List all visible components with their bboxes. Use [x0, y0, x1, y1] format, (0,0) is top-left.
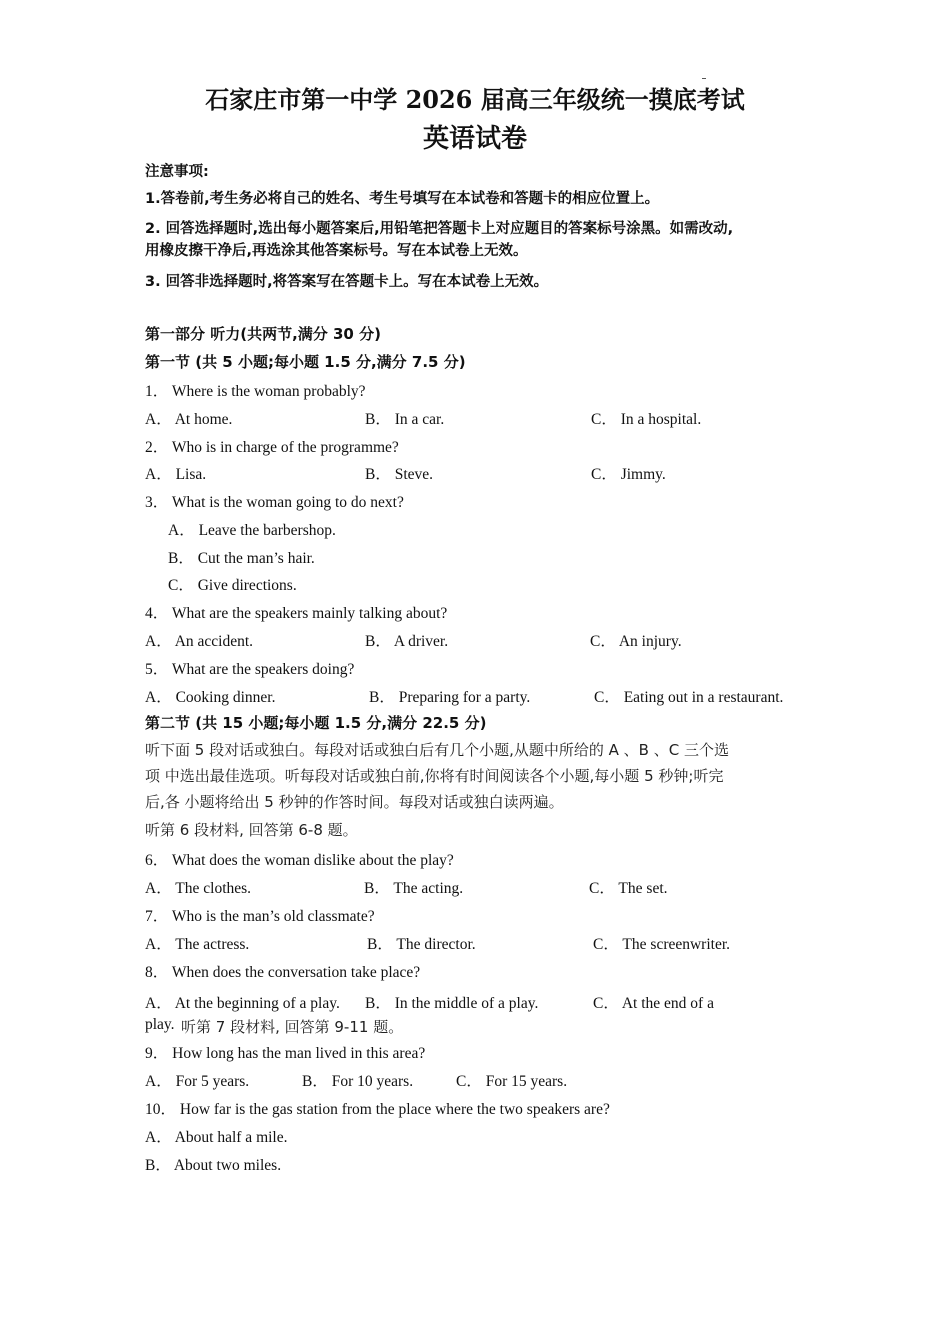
- q8-option-c: C． At the end of a: [593, 995, 714, 1012]
- q8-option-b: B． In the middle of a play.: [365, 995, 539, 1012]
- q3-option-a: A． Leave the barbershop.: [168, 522, 336, 539]
- q1-option-c: C． In a hospital.: [591, 411, 702, 428]
- q9-option-c: C． For 15 years.: [456, 1073, 568, 1090]
- q6-option-c: C． The set.: [589, 880, 668, 897]
- section1-heading: 第一节 (共 5 小题;每小题 1.5 分,满分 7.5 分): [145, 353, 466, 371]
- exam-subject: 英语试卷: [422, 124, 527, 154]
- q7-option-c: C． The screenwriter.: [593, 936, 731, 953]
- question-3: 3． What is the woman going to do next?: [145, 494, 404, 511]
- q1-option-a: A． At home.: [145, 411, 233, 428]
- q4-option-c: C． An injury.: [590, 633, 682, 650]
- q5-option-c: C． Eating out in a restaurant.: [594, 689, 784, 706]
- question-6: 6． What does the woman dislike about the play?: [145, 852, 454, 869]
- question-5: 5． What are the speakers doing?: [145, 661, 355, 678]
- question-7: 7． Who is the man’s old classmate?: [145, 908, 375, 925]
- q5-option-b: B． Preparing for a party.: [369, 689, 531, 706]
- segment-6-label: 听第 6 段材料, 回答第 6-8 题。: [145, 821, 358, 839]
- q3-option-c: C． Give directions.: [168, 577, 297, 594]
- q5-option-a: A． Cooking dinner.: [145, 689, 276, 706]
- notice-item-2-line-2: 用橡皮擦干净后,再选涂其他答案标号。写在本试卷上无效。: [145, 243, 528, 259]
- section2-instructions: [145, 737, 805, 815]
- q2-option-c: C． Jimmy.: [591, 466, 666, 483]
- instructions-line-1: 听下面 5 段对话或独白。每段对话或独白后有几个小题,从题中所给的 A 、B 、C 三个选: [145, 741, 729, 759]
- notice-item-1: 1.答卷前,考生务必将自己的姓名、考生号填写在本试卷和答题卡的相应位置上。: [145, 191, 660, 207]
- part1-heading: 第一部分 听力(共两节,满分 30 分): [145, 325, 381, 343]
- question-10: 10． How far is the gas station from the place where the two speakers are?: [145, 1101, 610, 1118]
- q3-option-b: B． Cut the man’s hair.: [168, 550, 315, 567]
- q2-option-a: A． Lisa.: [145, 466, 207, 483]
- question-8: 8． When does the conversation take place?: [145, 964, 421, 981]
- notice-heading: 注意事项:: [145, 164, 209, 180]
- question-4: 4． What are the speakers mainly talking about?: [145, 605, 448, 622]
- q6-option-a: A． The clothes.: [145, 880, 252, 897]
- q6-option-b: B． The acting.: [364, 880, 464, 897]
- question-2: 2． Who is in charge of the programme?: [145, 439, 399, 456]
- q4-option-a: A． An accident.: [145, 633, 254, 650]
- q10-option-a: A． About half a mile.: [145, 1129, 288, 1146]
- notice-item-3: 3. 回答非选择题时,将答案写在答题卡上。写在本试卷上无效。: [145, 274, 549, 290]
- q7-option-b: B． The director.: [367, 936, 476, 953]
- q2-option-b: B． Steve.: [365, 466, 434, 483]
- exam-title: 石家庄市第一中学 2026 届高三年级统一摸底考试: [205, 85, 745, 114]
- segment-7-label: 听第 7 段材料, 回答第 9-11 题。: [181, 1018, 404, 1036]
- q4-option-b: B． A driver.: [365, 633, 449, 650]
- question-9: 9． How long has the man lived in this area?: [145, 1045, 426, 1062]
- notice-item-2-line-1: 2. 回答选择题时,选出每小题答案后,用铅笔把答题卡上对应题目的答案标号涂黑。如需改动,: [145, 221, 734, 237]
- question-1: 1． Where is the woman probably?: [145, 383, 366, 400]
- instructions-line-3: 后,各 小题将给出 5 秒钟的作答时间。每段对话或独白读两遍。: [145, 793, 564, 811]
- q1-option-b: B． In a car.: [365, 411, 445, 428]
- q9-option-b: B． For 10 years.: [302, 1073, 414, 1090]
- q8-option-c-continued: play.: [145, 1016, 175, 1033]
- q7-option-a: A． The actress.: [145, 936, 250, 953]
- section2-heading: 第二节 (共 15 小题;每小题 1.5 分,满分 22.5 分): [145, 714, 487, 732]
- instructions-line-2: 项 中选出最佳选项。听每段对话或独白前,你将有时间阅读各个小题,每小题 5 秒钟;听完: [145, 767, 724, 785]
- q8-option-a: A． At the beginning of a play.: [145, 995, 340, 1012]
- q10-option-b: B． About two miles.: [145, 1157, 282, 1174]
- scan-mark: [702, 78, 706, 79]
- q9-option-a: A． For 5 years.: [145, 1073, 250, 1090]
